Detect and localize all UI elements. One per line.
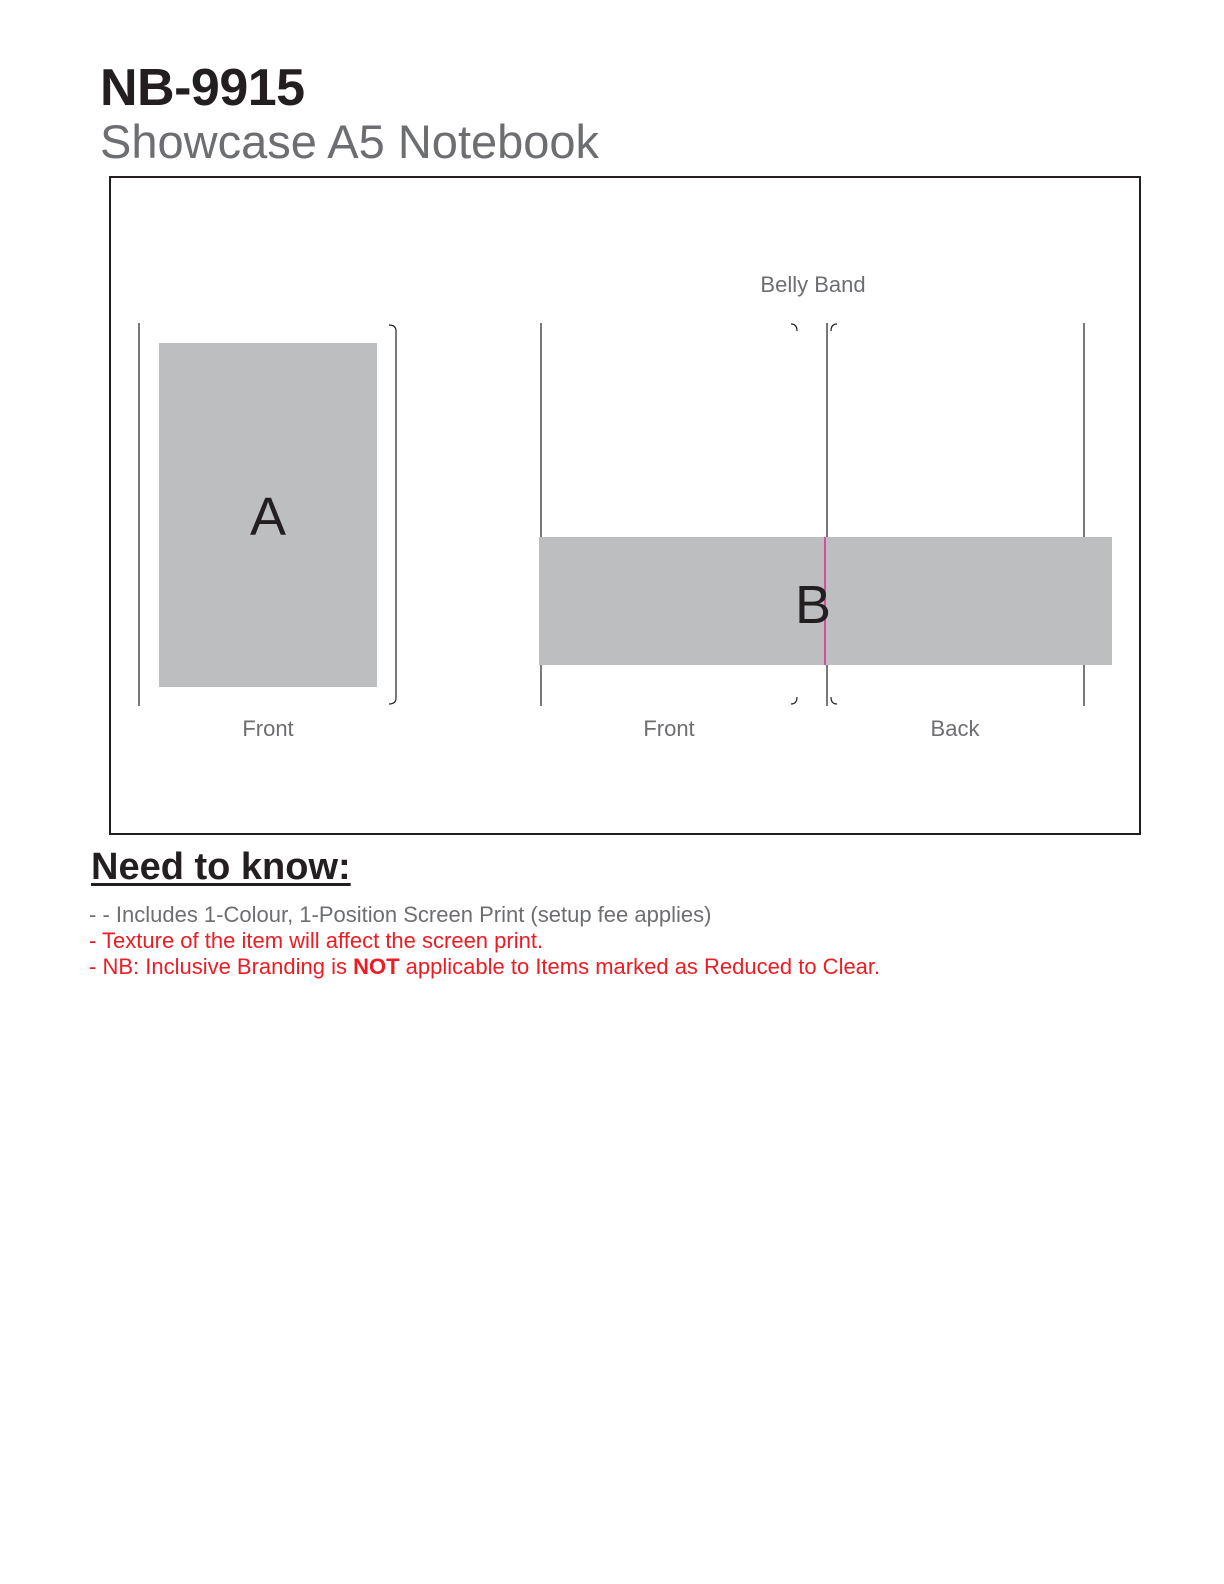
spine-bracket-top-right [831,324,837,331]
note-branding-prefix: - NB: Inclusive Branding is [89,954,354,979]
note-texture: - Texture of the item will affect the screen print. [89,928,544,953]
spine-bracket-bottom-right [831,697,837,704]
front-cover-diagram [139,323,396,741]
belly-band-title: Belly Band [760,272,866,297]
area-b-letter: B [794,575,832,635]
back-label-b: Back [930,716,980,741]
belly-band-diagram [539,272,1112,741]
note-screen-print: - - Includes 1-Colour, 1-Position Screen Print (setup fee applies) [89,902,712,927]
branding-template [109,176,1141,835]
note-branding-suffix: applicable to Items marked as Reduced to Clear. [399,954,881,979]
template-drawing [111,178,1139,833]
area-a-letter: A [249,487,287,547]
product-code: NB-9915 [100,59,305,117]
need-to-know-list [89,902,880,980]
front-label-b: Front [643,716,695,741]
front-label-a: Front [242,716,294,741]
spine-bracket-top-left [791,324,797,331]
product-name: Showcase A5 Notebook [100,115,600,168]
spine-bracket-bottom-left [791,697,797,704]
note-branding-not: NOT [353,954,400,979]
need-to-know-heading: Need to know: [91,846,351,888]
note-inclusive-branding [89,954,880,980]
cover-right-edge [389,325,396,704]
